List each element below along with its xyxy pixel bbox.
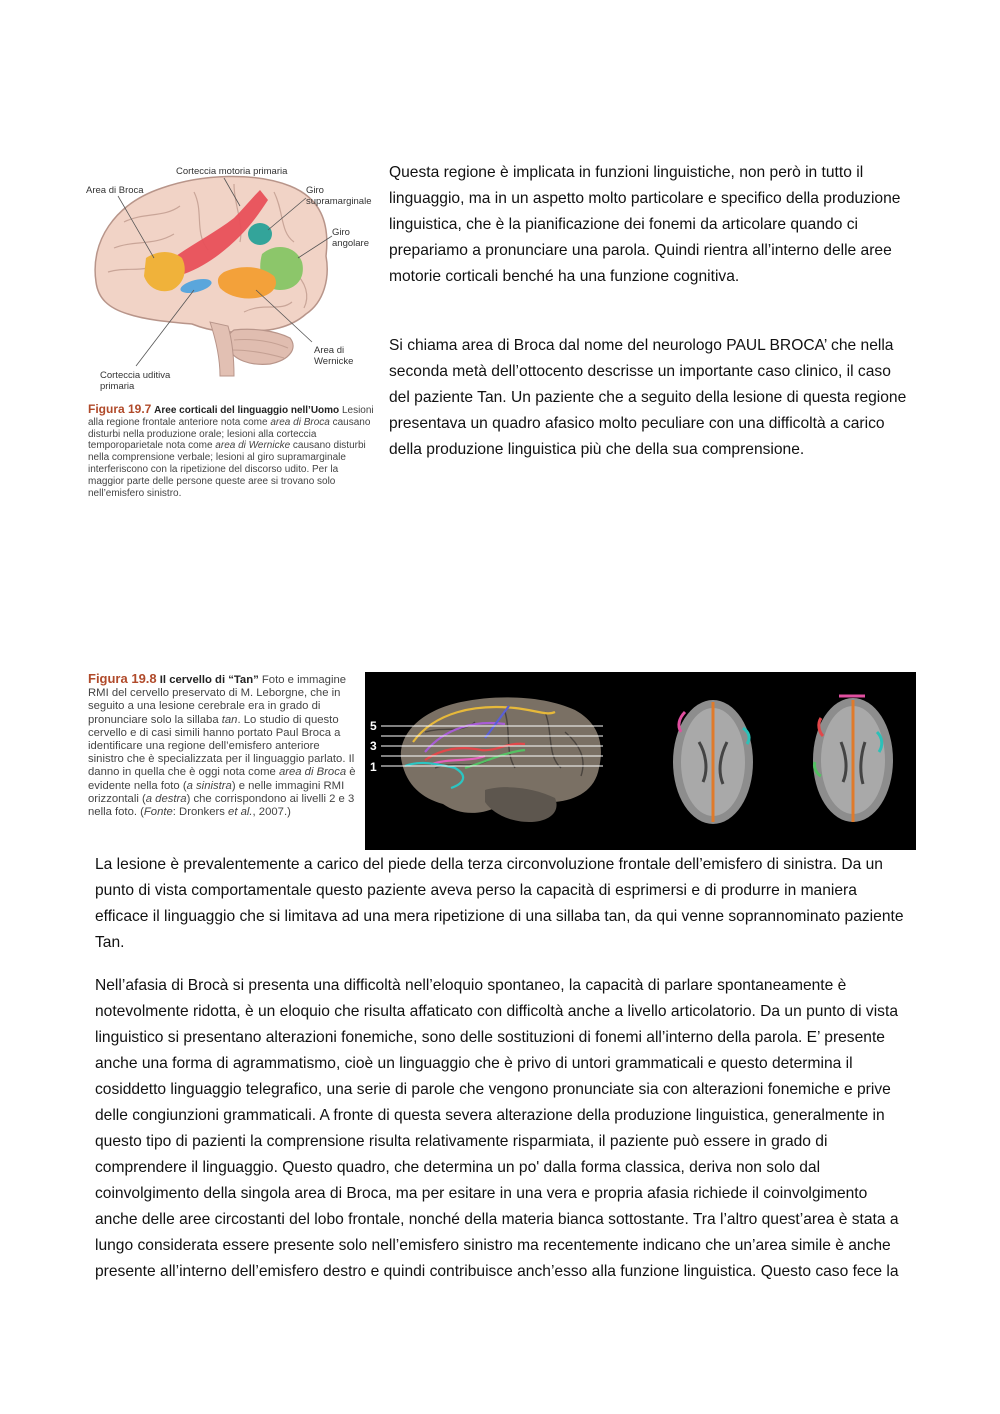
caption-italic: area di Broca: [278, 766, 347, 779]
caption-text: . Lo studio di questo cervello e di casi simili hanno portato Paul Broca a identificare una regione dell’emisfero anteriore sinistro che è specializzata per il linguaggio parlato. Il danno in quella che è oggi nota come: [88, 713, 355, 779]
caption-title: Il cervello di “Tan”: [159, 674, 259, 686]
figure-19-7: [84, 162, 376, 499]
level-label-1: 1: [370, 760, 377, 774]
caption-text: ) che corrispondono ai livelli 2 e 3 nella foto. (: [88, 792, 355, 819]
paragraph-3: La lesione è prevalentemente a carico del piede della terza circonvoluzione frontale dell’emisfero di sinistra. Da un punto di vista comportamentale questo paziente aveva perso la capacità di esprimersi e di produrre in maniera efficace il linguaggio che si limitava ad una mera ripetizione di una sillaba tan, da qui venne soprannominato paziente Tan.: [95, 856, 904, 951]
label-broca-area: Area di Broca: [86, 185, 144, 196]
mri-slice-right: [813, 696, 893, 822]
label-motor-cortex: Corteccia motoria primaria: [176, 166, 288, 177]
caption-italic: area di Broca: [270, 416, 330, 428]
caption-italic: area di Wernicke: [215, 440, 291, 452]
caption-title: Aree corticali del linguaggio nell’Uomo: [154, 405, 340, 416]
caption-text: causano disturbi nella comprensione verbale; lesioni al giro supramarginale interferiscono con la ripetizione del discorso udito. Per la maggior parte delle persone queste aree si trovano solo nell’emisfero sinistro.: [88, 440, 366, 499]
caption-italic: et al.: [228, 806, 253, 819]
caption-text: Lesioni alla regione frontale anteriore nota come: [88, 405, 374, 428]
caption-italic: a sinistra: [186, 779, 232, 792]
label-wernicke-1: Area di: [314, 345, 345, 356]
level-label-5: 5: [370, 719, 377, 733]
tan-brain-photo-mri-panel: [365, 672, 916, 850]
caption-text: : Dronkers: [172, 806, 229, 819]
caption-text: causano disturbi nella produzione orale; lesioni alla corteccia temporoparietale nota come: [88, 416, 371, 452]
level-label-3: 3: [370, 739, 377, 753]
figure-19-7-caption: [88, 404, 374, 499]
label-supramarginal-2: supramarginale: [306, 196, 372, 207]
paragraph-1: Questa regione è implicata in funzioni linguistiche, non però in tutto il linguaggio, ma in un aspetto molto particolare e specifico della produzione linguistica, che è la pianificazione dei fonemi da articolare quando ci prepariamo a pronunciare una parola. Quindi rientra all’interno delle aree motorie corticali benché ha una funzione cognitiva.: [389, 164, 901, 285]
caption-text: Foto e immagine RMI del cervello preservato di M. Leborgne, che in seguito a una lesione cerebrale era in grado di pronunciare solo la sillaba: [88, 674, 347, 726]
label-supramarginal-1: Giro: [306, 185, 324, 196]
caption-text: è evidente nella foto (: [88, 766, 356, 792]
mri-slice-left: [673, 700, 753, 824]
label-wernicke-2: Wernicke: [314, 356, 354, 367]
label-angular-1: Giro: [332, 227, 350, 238]
label-auditory-1: Corteccia uditiva: [100, 370, 171, 381]
paragraph-4: Nell’afasia di Brocà si presenta una difficoltà nell’eloquio spontaneo, la capacità di parlare spontaneamente è notevolmente ridotta, è un eloquio che risulta affaticato con difficoltà anche a livello articolatorio. Da un punto di vista linguistico si presentano alterazioni fonemiche, sono delle sostituzioni di fonemi all’interno della parola. E’ presente anche una forma di agrammatismo, cioè un linguaggio che è privo di untori grammaticali e questo determina il cosiddetto linguaggio telegrafico, una serie di parole che vengono pronunciate sia con alterazioni fonemiche e prive delle congiunzioni grammaticali. A fronte di questa severa alterazione della produzione linguistica, generalmente in questo tipo di pazienti la comprensione risulta relativamente risparmiata, il paziente può essere in grado di comprendere il linguaggio. Questo quadro, che determina un po' dalla forma classica, deriva non solo dal coinvolgimento della singola area di Broca, ma per esitare in una vera e propria afasia richiede il coinvolgimento anche delle aree circostanti del lobo frontale, nonché della materia bianca sottostante. Tra l’altro quest’area è stata a lungo considerata essere presente solo nell’emisfero sinistro ma recentemente indicano che un’area simile è anche presente all’interno dell’emisfero destro e quindi contribuisce anch’esso alla funzione linguistica. Questo caso fece la: [95, 977, 899, 1280]
caption-figure-number: Figura 19.7: [88, 402, 152, 416]
cerebellum-shape: [227, 329, 293, 364]
caption-italic: tan: [221, 713, 238, 726]
caption-figure-number: Figura 19.8: [88, 671, 157, 686]
paragraph-2: Si chiama area di Broca dal nome del neurologo PAUL BROCA’ che nella seconda metà dell’ottocento descrisse un importante caso clinico, il caso del paziente Tan. Un paziente che a seguito della lesione di questa regione presentava un quadro afasico molto peculiare con una difficoltà a carico della produzione linguistica più che della sua comprensione.: [389, 337, 907, 458]
label-auditory-2: primaria: [100, 381, 135, 392]
caption-italic: a destra: [145, 792, 187, 805]
supramarginal-gyrus-area: [248, 223, 272, 245]
caption-text: , 2007.): [252, 806, 291, 819]
caption-italic: Fonte: [143, 806, 173, 819]
caption-text: ) e nelle immagini RMI orizzontali (: [88, 779, 345, 805]
tan-brain-images: [365, 672, 916, 850]
label-angular-2: angolare: [332, 238, 369, 249]
figure-19-8-caption: [88, 672, 356, 819]
